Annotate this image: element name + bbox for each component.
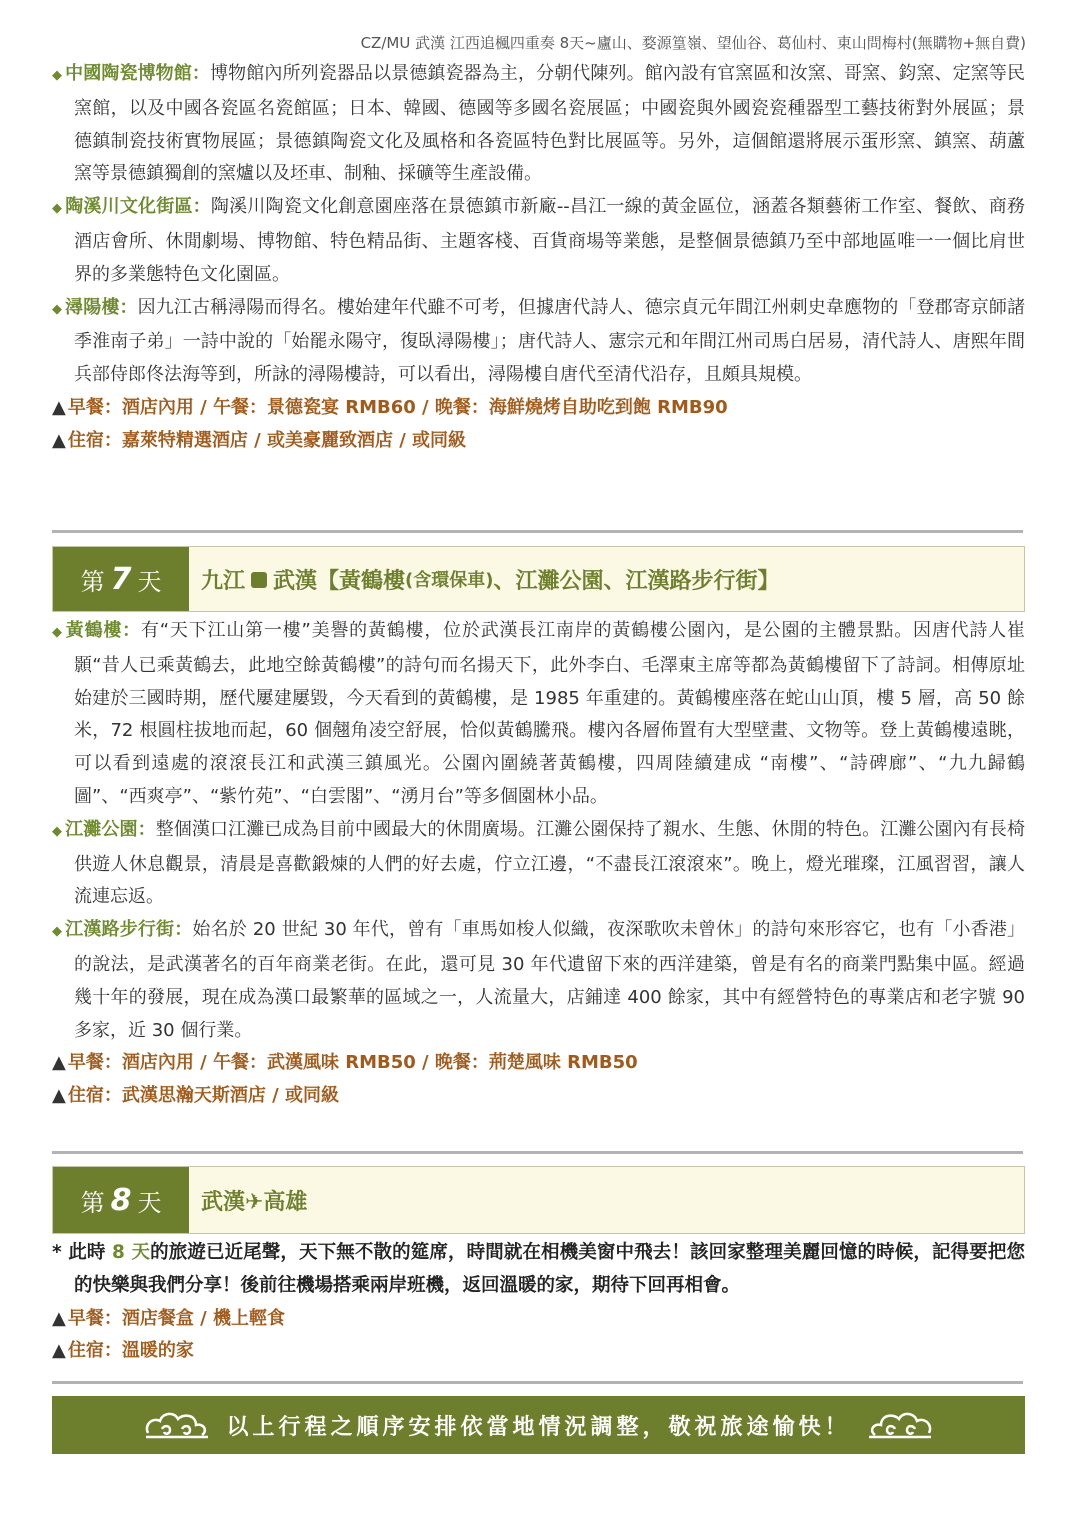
cloud-ornament-icon [142, 1407, 212, 1443]
diamond-bullet-icon: ◆ [52, 68, 62, 83]
diamond-bullet-icon: ◆ [52, 301, 62, 317]
hotel-line: ▲ 住宿：溫暖的家 [52, 1340, 194, 1362]
section-divider [52, 1151, 1023, 1154]
day-number-badge: 第 8 天 [53, 1167, 189, 1233]
hotel-line: ▲ 住宿：嘉萊特精選酒店 / 或美豪麗致酒店 / 或同級 [52, 429, 467, 451]
day-number-badge: 第 7 天 [53, 547, 189, 611]
triangle-icon: ▲ [52, 396, 66, 418]
attraction-item: ◆ 江灘公園：整個漢口江灘已成為目前中國最大的休閒廣場。江灘公園保持了親水、生態、休閒的特色。江灘公園內有長椅供遊人休息觀景，清晨是喜歡鍛煉的人們的好去處，佇立江邊，“不盡長江滾滾來”。晚上，燈光璀璨，江風習習，讓人流連忘返。 [52, 814, 1025, 914]
attraction-item: ◆ 陶溪川文化街區：陶溪川陶瓷文化創意園座落在景德鎮市新廠--昌江一線的黃金區位，涵蓋各類藝術工作室、餐飲、商務酒店會所、休閒劇場、博物館、特色精品街、主題客棧、百貨商場等業態，是整個景德鎮乃至中部地區唯一一個比肩世界的多業態特色文化園區。 [52, 191, 1025, 291]
diamond-bullet-icon: ◆ [52, 625, 62, 640]
meals-line: ▲ 早餐：酒店餐盒 / 機上輕食 [52, 1307, 285, 1329]
footer-banner: 以上行程之順序安排依當地情況調整，敬祝旅途愉快！ [52, 1396, 1025, 1454]
closing-note: * 此時 8 天的旅遊已近尾聲，天下無不散的筵席，時間就在相機美窗中飛去！該回家整理美麗回憶的時候，記得要把您的快樂與我們分享！後前往機場搭乘兩岸班機，返回溫暖的家，期待下回再相會。 [52, 1242, 1025, 1296]
day8-content [52, 1237, 1025, 1368]
triangle-icon: ▲ [52, 1340, 66, 1362]
triangle-icon: ▲ [52, 1085, 66, 1107]
attraction-item: ◆ 江漢路步行街：始名於 20 世紀 30 年代，曾有「車馬如梭人似織，夜深歌吹未曾休」的詩句來形容它，也有「小香港」的說法，是武漢著名的百年商業老街。在此，還可見 30 年代遺留下來的西洋建築，曾是有名的商業門點集中區。經過幾十年的發展，現在成為漢口最繁華的區域之一，人流量大，店鋪達 400 餘家，其中有經營特色的專業店和老字號 90 多家，近 30 個行業。 [52, 914, 1025, 1047]
triangle-icon: ▲ [52, 429, 66, 451]
day-route-title: 九江 武漢【黃鶴樓 (含環保車) 、江灘公園、江漢路步行街】 [189, 547, 1024, 611]
attraction-item: ◆ 潯陽樓：因九江古稱潯陽而得名。樓始建年代雖不可考，但據唐代詩人、德宗貞元年間江州刺史韋應物的「登郡寄京師諸季淮南子弟」一詩中說的「始罷永陽守，復臥潯陽樓」；唐代詩人、憲宗元和年間江州司馬白居易，清代詩人、唐熙年間兵部侍郎佟法海等到，所詠的潯陽樓詩，可以看出，潯陽樓自唐代至清代沿存，且頗具規模。 [52, 292, 1025, 392]
diamond-bullet-icon: ◆ [52, 823, 62, 839]
meals-line: ▲ 早餐：酒店內用 / 午餐：武漢風味 RMB50 / 晚餐：荊楚風味 RMB50 [52, 1052, 638, 1074]
diamond-bullet-icon: ◆ [52, 924, 62, 940]
section-divider [52, 530, 1023, 533]
day8-header [52, 1166, 1025, 1234]
triangle-icon: ▲ [52, 1307, 66, 1329]
section-divider [52, 1381, 1023, 1384]
page-header-title: CZ/MU 武漢 江西追楓四重奏 8天~廬山、婺源篁嶺、望仙谷、葛仙村、東山問梅村(無購物+無自費) [360, 34, 1026, 52]
attraction-item: ◆ 中國陶瓷博物館：博物館內所列瓷器品以景德鎮瓷器為主，分朝代陳列。館內設有官窯區和汝窯、哥窯、鈞窯、定窯等民窯館，以及中國各瓷區名瓷館區；日本、韓國、德國等多國名瓷展區；中國瓷與外國瓷瓷種器型工藝技術對外展區；景德鎮制瓷技術實物展區；景德鎮陶瓷文化及風格和各瓷區特色對比展區等。另外，這個館還將展示蛋形窯、鎮窯、葫蘆窯等景德鎮獨創的窯爐以及坯車、制釉、採礦等生產設備。 [52, 58, 1025, 191]
hotel-line: ▲ 住宿：武漢思瀚天斯酒店 / 或同級 [52, 1085, 339, 1107]
diamond-bullet-icon: ◆ [52, 201, 62, 217]
attraction-item: ◆ 黃鶴樓：有“天下江山第一樓”美譽的黃鶴樓，位於武漢長江南岸的黃鶴樓公園內，是公園的主體景點。因唐代詩人崔顥“昔人已乘黃鶴去，此地空餘黃鶴樓”的詩句而名揚天下，此外李白、毛澤東主席等都為黃鶴樓留下了詩詞。相傳原址始建於三國時期，歷代屢建屢毀，今天看到的黃鶴樓，是 1985 年重建的。黃鶴樓座落在蛇山山頂，樓 5 層，高 50 餘米，72 根圓柱拔地而起，60 個翹角凌空舒展，恰似黃鶴騰飛。樓內各層佈置有大型壁畫、文物等。登上黃鶴樓遠眺，可以看到遠處的滾滾長江和武漢三鎮風光。公園內圍繞著黃鶴樓，四周陸續建成 “南樓”、“詩碑廊”、“九九歸鶴圖”、“西爽亭”、“紫竹苑”、“白雲閣”、“湧月台”等多個園林小品。 [52, 615, 1025, 814]
triangle-icon: ▲ [52, 1052, 66, 1074]
day6-content [52, 58, 1025, 458]
bus-icon [251, 572, 267, 588]
day7-content [52, 615, 1025, 1113]
cloud-ornament-icon [865, 1407, 935, 1443]
day-route-title: 武漢✈高雄 [189, 1167, 1024, 1233]
day7-header [52, 546, 1025, 612]
meals-line: ▲ 早餐：酒店內用 / 午餐：景德瓷宴 RMB60 / 晚餐：海鮮燒烤自助吃到飽 RMB90 [52, 396, 728, 418]
